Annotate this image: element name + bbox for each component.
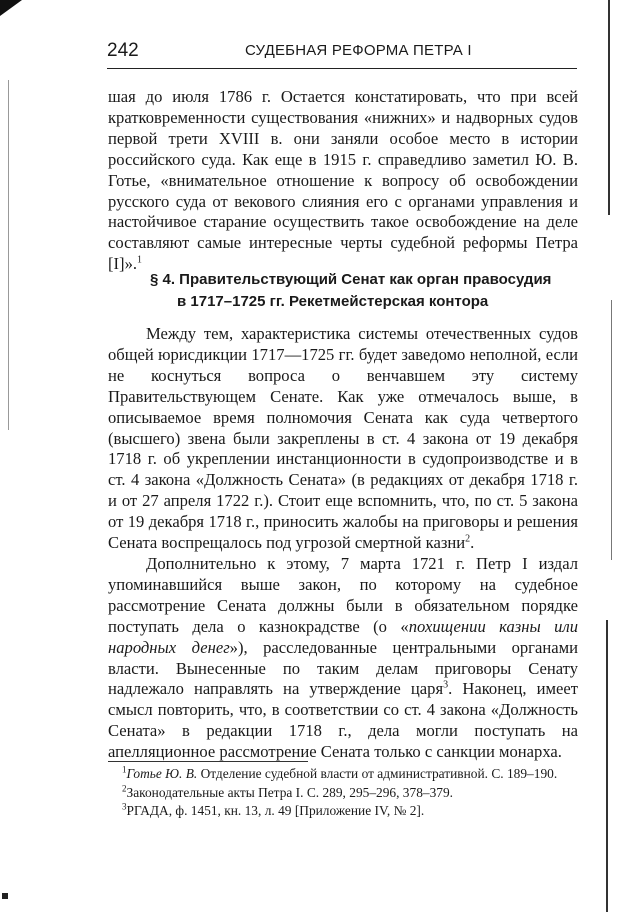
section-heading	[150, 269, 580, 313]
scan-corner-mark	[0, 0, 22, 16]
footnote-author: Готье Ю. В.	[126, 766, 198, 781]
section-heading-line-1: § 4. Правительствующий Сенат как орган правосудия	[150, 271, 552, 288]
paragraph-continuation: шая до июля 1786 г. Остается констатировать, что при всей кратковременности существования «нижних» и надворных судов первой трети XVIII в. они заняли особое место в истории российского суда. Как еще в 1915 г. справедливо заметил Ю. В. Готье, «внимательное отношение к вопросу об освобождении русского суда от векового слияния его с органами управления и настойчивое старание осуществить такое освобождение на деле составляют самые интересные черты судебной реформы Петра [I]».$^1$	[108, 87, 578, 274]
running-head: СУДЕБНАЯ РЕФОРМА ПЕТРА I	[245, 42, 472, 59]
footnote-1: $^1$Готье Ю. В. Отделение судебной власти от административной. С. 189–190.	[122, 764, 558, 781]
text-block-main	[108, 324, 578, 763]
footnote-2: $^2$Законодательные акты Петра I. С. 289, 295–296, 378–379.	[122, 783, 454, 800]
text-block-top	[108, 87, 578, 275]
paragraph-1721-law: Дополнительно к этому, 7 марта 1721 г. Петр I издал упоминавшийся выше закон, по которому на судебное рассмотрение Сената должны были в обязательном порядке поступать дела о казнокрадстве (о «похищении казны или народных денег»), расследованные центральными органами власти. Вынесенные по таким делам приговоры Сенату надлежало направлять на утверждение царя$^3$. Наконец, имеет смысл повторить, что, в соответствии со ст. 4 закона «Должность Сената» в редакции 1718 г., дела могли поступать на апелляционное рассмотрение Сената только с санкции монарха.	[108, 553, 578, 762]
scan-edge-line-right	[611, 300, 612, 560]
page-header	[107, 40, 577, 69]
page-number: 242	[107, 40, 139, 61]
footnote-3: $^3$РГАДА, ф. 1451, кн. 13, л. 49 [Приложение IV, № 2].	[122, 801, 425, 819]
italic-quote: похищении казны или народных денег	[108, 616, 578, 657]
footnote-ref-2[interactable]: 2	[465, 533, 471, 545]
scan-bottom-mark	[2, 893, 8, 899]
scan-edge-line-top-right	[608, 0, 610, 215]
footnote-ref-1[interactable]: 1	[137, 254, 143, 266]
scan-edge-line-bottom-right	[606, 620, 608, 912]
footnotes	[108, 765, 578, 821]
footnote-ref-3[interactable]: 3	[443, 679, 449, 691]
section-heading-line-2: в 1717–1725 гг. Рекетмейстерская контора	[177, 293, 489, 310]
scan-edge-line-left	[8, 80, 9, 430]
footnote-divider	[108, 761, 308, 762]
paragraph-senate-jurisdiction: Между тем, характеристика системы отечественных судов общей юрисдикции 1717—1725 гг. будет заведомо неполной, если не коснуться вопроса о венчавшем эту систему Правительствующем Сенате. Как уже отмечалось выше, в описываемое время полномочия Сената как суда четвертого (высшего) звена были закреплены в ст. 4 закона от 19 декабря 1718 г. об укреплении инстанционности в судопроизводстве и в ст. 4 закона «Должность Сената» (в редакциях от декабря 1718 г. и от 27 апреля 1722 г.). Стоит еще вспомнить, что, по ст. 5 закона от 19 декабря 1718 г., приносить жалобы на приговоры и решения Сената воспрещалось под угрозой смертной казни$^2$.	[108, 324, 578, 553]
